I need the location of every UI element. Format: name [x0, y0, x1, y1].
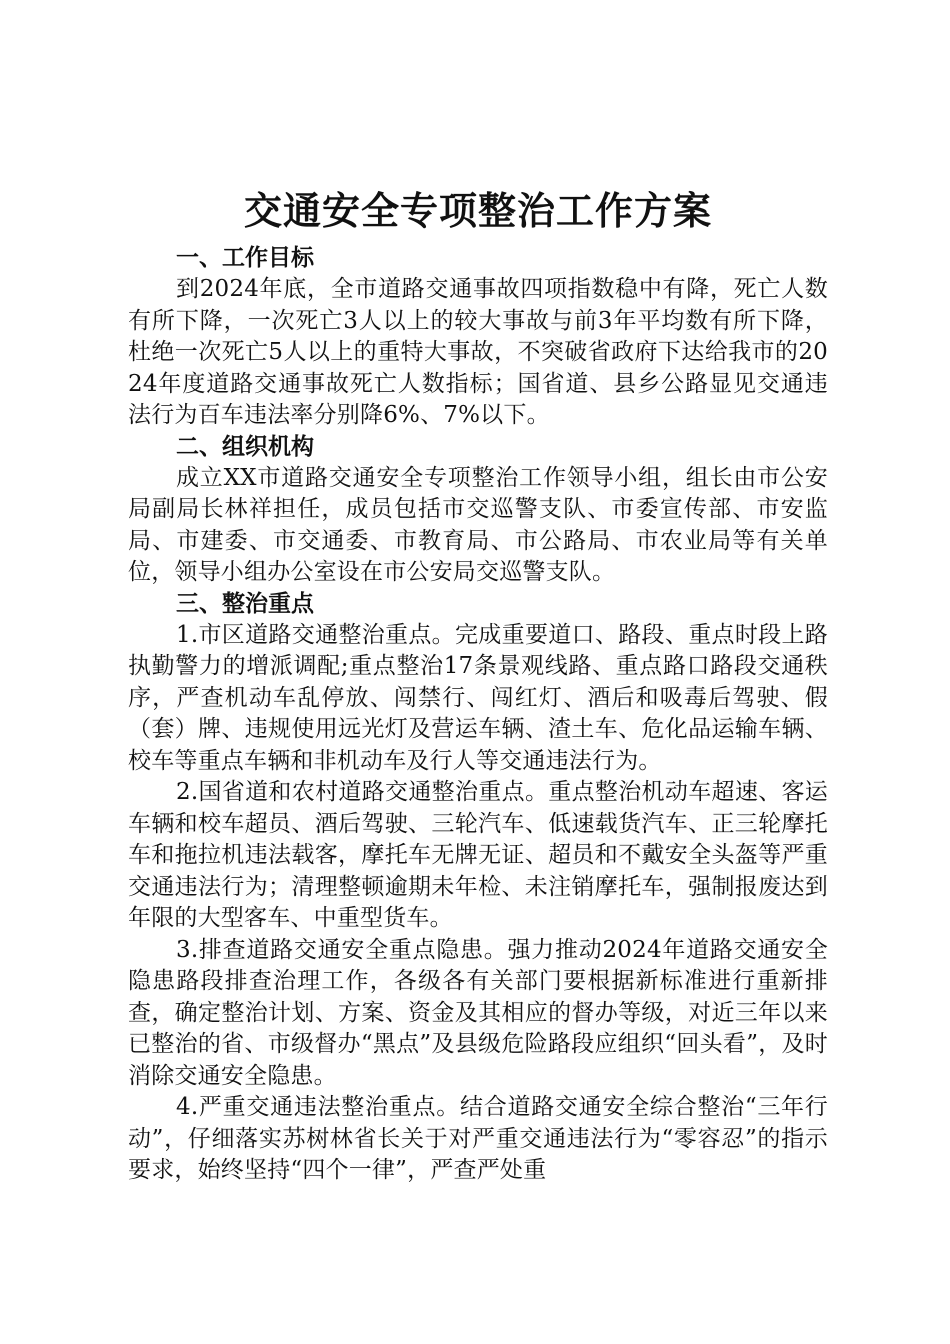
section-paragraph: 成立XX市道路交通安全专项整治工作领导小组，组长由市公安局副局长林祥担任，成员包括市交巡警支队、市委宣传部、市安监局、市建委、市交通委、市教育局、市公路局、市农业局等有关单位，领导小组办公室设在市公安局交巡警支队。 — [128, 464, 828, 585]
section-paragraph: 到2024年底，全市道路交通事故四项指数稳中有降，死亡人数有所下降，一次死亡3人以上的较大事故与前3年平均数有所下降，杜绝一次死亡5人以上的重特大事故，不突破省政府下达给我市的2024年度道路交通事故死亡人数指标；国省道、县乡公路显见交通违法行为百车违法率分别降6%、7%以下。 — [128, 276, 828, 428]
section-paragraph: 4.严重交通违法整治重点。结合道路交通安全综合整治“三年行动”，仔细落实苏树林省长关于对严重交通违法行为“零容忍”的指示要求，始终坚持“四个一律”，严查严处重 — [128, 1094, 828, 1183]
section-heading: 二、组织机构 — [176, 433, 314, 460]
document-body — [128, 183, 828, 1187]
section-heading: 三、整治重点 — [176, 590, 314, 617]
section-paragraph: 2.国省道和农村道路交通整治重点。重点整治机动车超速、客运车辆和校车超员、酒后驾驶、三轮汽车、低速载货汽车、正三轮摩托车和拖拉机违法载客，摩托车无牌无证、超员和不戴安全头盔等严重交通违法行为；清理整顿逾期未年检、未注销摩托车，强制报废达到年限的大型客车、中重型货车。 — [128, 779, 828, 931]
section-organization — [128, 432, 828, 589]
section-paragraph: 1.市区道路交通整治重点。完成重要道口、路段、重点时段上路执勤警力的增派调配;重点整治17条景观线路、重点路口路段交通秩序，严查机动车乱停放、闯禁行、闯红灯、酒后和吸毒后驾驶、假（套）牌、违规使用远光灯及营运车辆、渣土车、危化品运输车辆、校车等重点车辆和非机动车及行人等交通违法行为。 — [128, 621, 828, 774]
section-heading: 一、工作目标 — [176, 245, 314, 271]
section-paragraph: 3.排查道路交通安全重点隐患。强力推动2024年道路交通安全隐患路段排查治理工作，各级各有关部门要根据新标准进行重新排查，确定整治计划、方案、资金及其相应的督办等级，对近三年以来已整治的省、市级督办“黑点”及县级危险路段应组织“回头看”，及时消除交通安全隐患。 — [128, 936, 828, 1089]
section-goals — [128, 243, 828, 432]
document-title: 交通安全专项整治工作方案 — [243, 188, 712, 233]
section-key-points — [128, 589, 828, 1187]
